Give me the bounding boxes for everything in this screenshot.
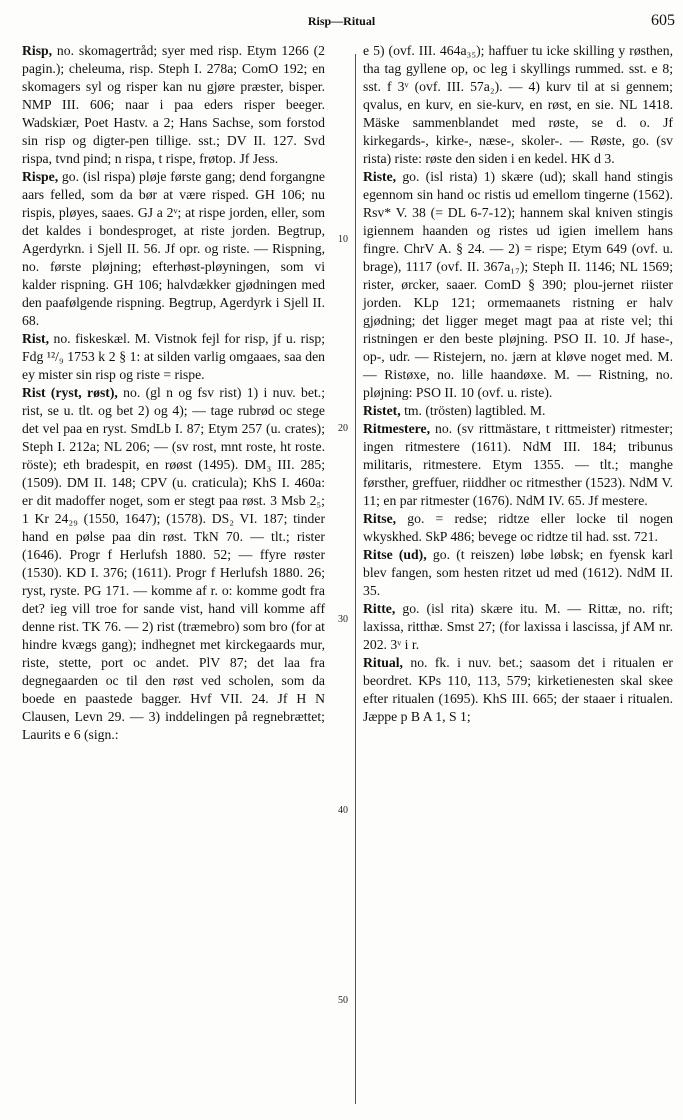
line-number: 30 bbox=[338, 614, 348, 625]
entry-headword: Riste, bbox=[363, 169, 397, 184]
entry-text: no. (gl n og fsv rist) 1) i nuv. bet.; rist, se u. tlt. og bet 2) og 4); — tage rubrød oc stege det vel paa en ryst. SmdLb I. 87; Etym 257 (u. crates); Steph I. 212a; NL 206; — (sv rost, mnt roste, ht roste. röste); eth bradespit, en røøst (1495). DM₃ III. 285; (1509). DM II. 148; CPV (u. craticula); KhS I. 460a: er dit madoffer noget, som er stegt paa røst. 3 Msb 2₅; 1 Kr 24₂₉ (1550, 1647); (1578). DS₂ VI. 187; tinder hand en pølse paa din røst. TkN 70. — tlt.; rister (1646). Progr f Herlufsh 1880. 52; — ffyre røster (1530). KD I. 376; (1611). Progr f Herlufsh 1880. 26; ryst, ryste. PG 171. — komme af r. o: komme godt fra det? ieg vill troe for sande vist, hand vill komme aff denne rist. TK 76. — 2) rist (træmebro) som bro (for at hindre kvægs gang); indhegnet met kirckegaards mur, riste, stette, port oc andet. PlV 87; det laa fra degnegaarden oc til den røst ved scholen, som da boede en paastede bagger. Hvf VII. 24. Jf H N Clausen, Levn 29. — 3) inddelingen på regnebrættet; Laurits e 6 (sign.: bbox=[22, 385, 326, 742]
dictionary-entry bbox=[363, 420, 673, 510]
dictionary-entry bbox=[22, 42, 325, 168]
dictionary-entry bbox=[363, 654, 673, 726]
line-number: 20 bbox=[338, 423, 348, 434]
dictionary-entry bbox=[363, 168, 673, 402]
dictionary-entry-continued bbox=[363, 42, 673, 168]
entry-text: go. (t reiszen) løbe løbsk; en fyensk karl blev fangen, som hesten ritzet ud med (1612). NdM II. 35. bbox=[363, 547, 673, 598]
running-head: Risp—Ritual bbox=[307, 14, 376, 28]
entry-text: no. (sv rittmästare, t rittmeister) ritmester; ingen ritmestere (1611). NdM III. 184; tribunus militaris, ritmestere. Etym 1355. — tlt.; manghe førsther, greffuer, riiddher oc ritmesther (1523). NdM V. 11; en par ritmester (1676). NdM IV. 65. Jf mestere. bbox=[363, 421, 674, 508]
entry-headword: Ritual, bbox=[363, 655, 403, 670]
entry-headword: Ritse, bbox=[363, 511, 397, 526]
entry-headword: Rist (ryst, røst), bbox=[22, 385, 118, 400]
page-number: 605 bbox=[651, 12, 675, 29]
entry-headword: Ritte, bbox=[363, 601, 396, 616]
entry-text: go. (isl rita) skære itu. M. — Rittæ, no. rift; laxissa, ritthæ. Smst 27; (for laxissa i lascissa, jf AM nr. 202. 3ᵛ i r. bbox=[363, 601, 673, 652]
dictionary-entry bbox=[22, 330, 325, 384]
entry-text: e 5) (ovf. III. 464a₃₅); haffuer tu icke skilling y røsthen, tha tag gyllene op, oc leg i skyllings rummed. sst. e 8; sst. f 3ᵛ (ovf. III. 57a₂). — 4) kurv til at si gennem; qvalus, en kurv, en sie-kurv, en røst, en sie. NL 1418. Mäske sammenblandet med røste, se d. o. Jf kirkegards-, kirke-, næse-, skoler-. — Røste, go. (sv rista) riste: røste den siden i en kedel. HK d 3. bbox=[363, 43, 673, 166]
entry-text: no. fiskeskæl. M. Vistnok fejl for risp, jf u. risp; Fdg ¹²/₉ 1753 k 2 § 1: at silden varlig omgaaes, saa den ey mister sin risp og riste = rispe. bbox=[22, 331, 325, 382]
entry-text: no. fk. i nuv. bet.; saasom det i ritualen er beordret. KPs 110, 113, 579; kirketienesten skal skee efter ritualen (1695). KhS III. 665; der staaer i ritualen. Jæppe p B A 1, S 1; bbox=[363, 655, 673, 724]
entry-text: go. = redse; ridtze eller locke til nogen wkyskhed. SkP 486; bevege oc ridtze til had. sst. 721. bbox=[363, 511, 674, 544]
page-header bbox=[0, 12, 683, 34]
dictionary-entry bbox=[363, 546, 673, 600]
dictionary-entry bbox=[22, 384, 325, 744]
line-number: 10 bbox=[338, 234, 348, 245]
dictionary-entry bbox=[363, 600, 673, 654]
entry-text: go. (isl rista) 1) skære (ud); skall hand stingis egennom sin hand oc ristis ud emellom tingerne (1562). Rsv* V. 38 (= DL 6-7-12); hannem skal kniven stingis igiennem haanden og ristes ud igien imellem hans fingre. ChrV A. § 24. — 2) = rispe; Etym 649 (ovf. u. brage), 1117 (ovf. II. 367a₁₇); Steph II. 1146; NL 1569; rister, ørcker, saaer. ComD § 390; plou-jernet riister jorden. KLp 121; ormemaanets ristning er halv gjødning; det ligger meget magt paa at riste vel; thi ristningen er den beste pløjning. PSO II. 10. Jf hase-, op-, udr. — Ristejern, no. jærn at kløve noget med. M. — Ristøxe, no. lille haandøxe. M. — Ristning, no. pløjning: PSO II. 10 (ovf. u. riste). bbox=[363, 169, 674, 400]
entry-headword: Rispe, bbox=[22, 169, 59, 184]
entry-headword: Risp, bbox=[22, 43, 53, 58]
dictionary-entry bbox=[22, 168, 325, 330]
entry-headword: Ritmestere, bbox=[363, 421, 431, 436]
entry-text: tm. (trösten) lagtibled. M. bbox=[404, 403, 546, 418]
left-column bbox=[22, 42, 325, 744]
entry-headword: Ritse (ud), bbox=[363, 547, 427, 562]
column-divider bbox=[355, 54, 356, 1104]
entry-text: go. (isl rispa) pløje første gang; dend forgangne aars felled, som da bør at være risped. GH 106; nu rispis, pløyes, saaes. GJ a 2ᵛ; at rispe jorden, eller, som det kaldes i bondesproget, at riste jorden. Begtrup, Agerdyrkn. i Sjell II. 56. Jf opr. og riste. — Rispning, no. første pløjning; efterhøst-pløyningen, som vi kalder rispning. GH 106; halvdækker gjødningen med den paafølgende rispning. Begtrup, Agerdyrk i Sjell II. 68. bbox=[22, 169, 325, 328]
dictionary-entry bbox=[363, 510, 673, 546]
entry-headword: Ristet, bbox=[363, 403, 401, 418]
entry-headword: Rist, bbox=[22, 331, 49, 346]
right-column bbox=[363, 42, 673, 726]
dictionary-entry bbox=[363, 402, 673, 420]
line-number: 40 bbox=[338, 805, 348, 816]
entry-text: no. skomagertråd; syer med risp. Etym 1266 (2 pagin.); cheleuma, risp. Steph I. 278a; ComO 192; en skomagers syl og risper kan nu gjøre præster, bisper. NMP III. 606; naar i paa eders risper beeger. Wadskiær, Poet Hastv. a 2; Hans Sachse, som forstod sin risp og digter-pen tillige. sst.; DV II. 127. Svd rispa, tvnd pind; n rispa, t rispe, frøtop. Jf Jess. bbox=[22, 43, 325, 166]
line-number: 50 bbox=[338, 995, 348, 1006]
